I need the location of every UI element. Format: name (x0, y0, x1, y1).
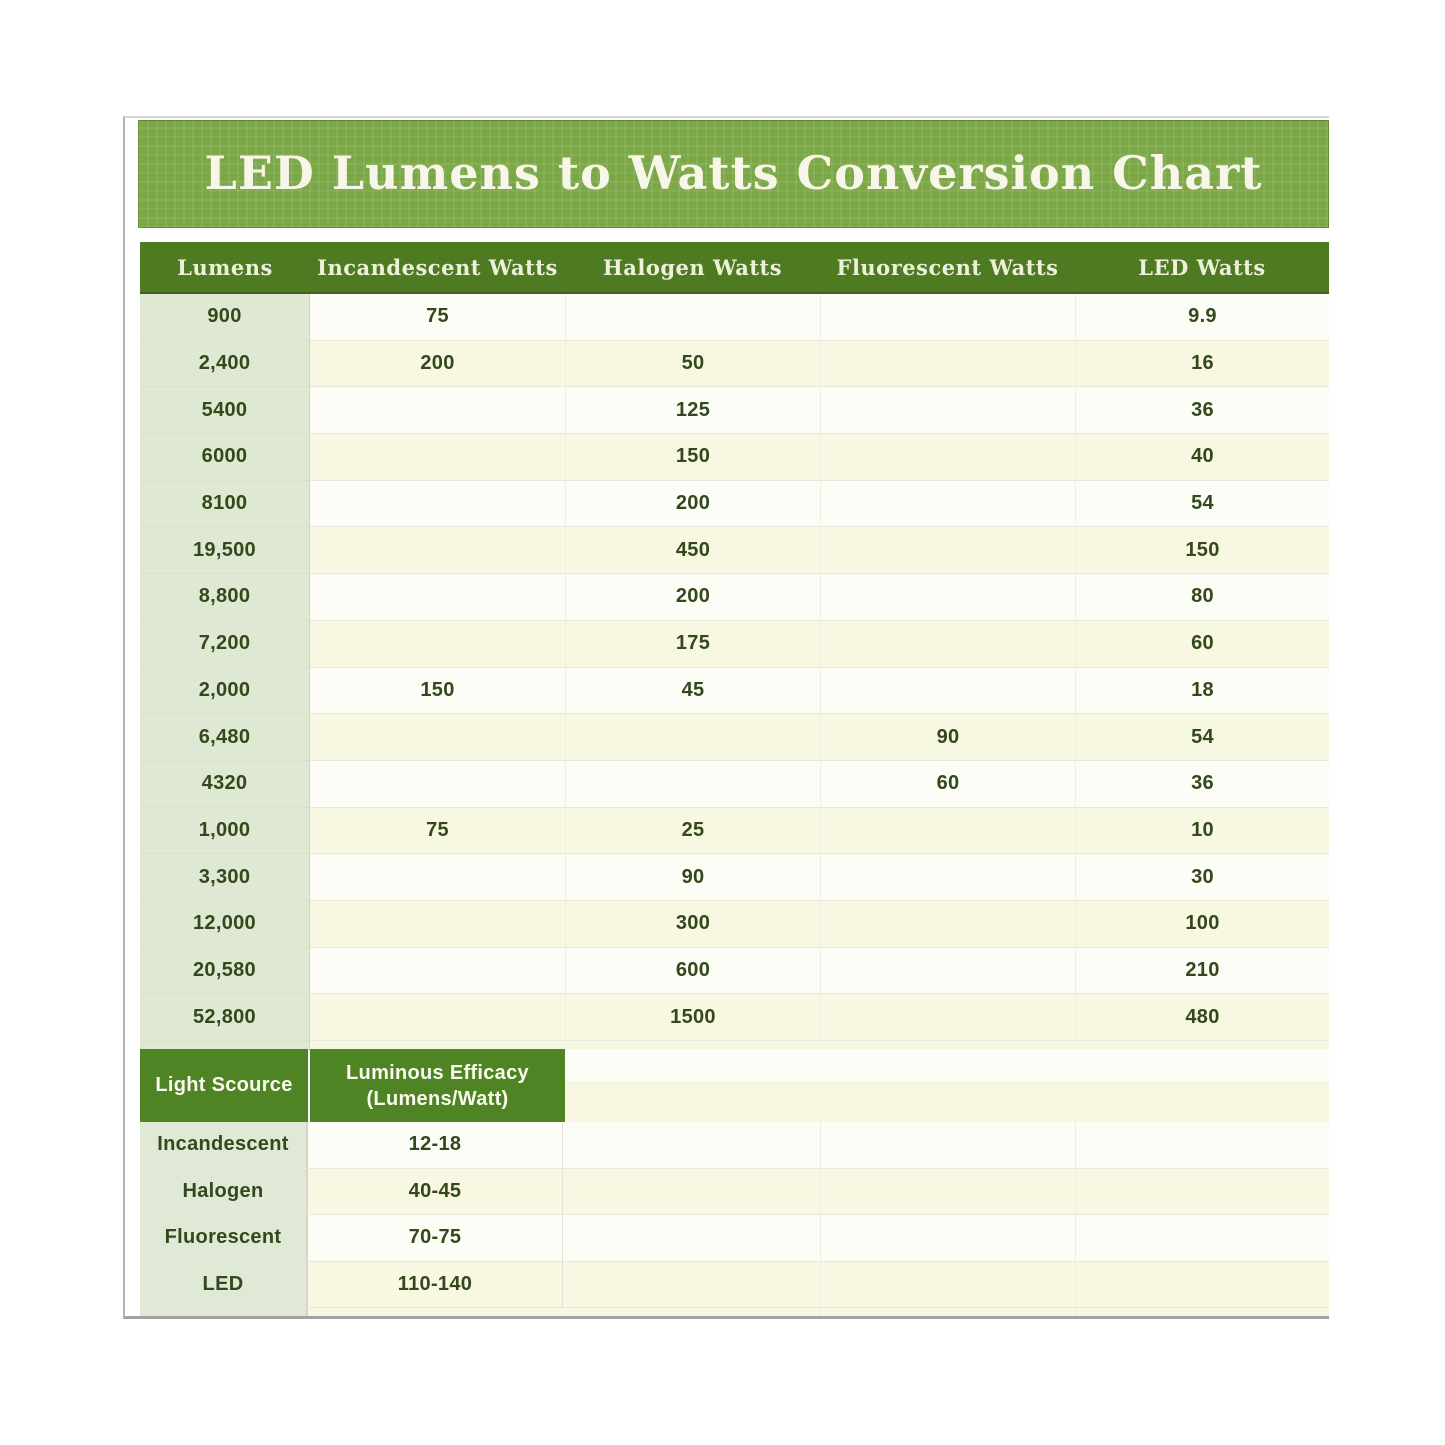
value-cell: 75 (310, 294, 565, 341)
lumens-cell: 19,500 (140, 527, 310, 574)
column-header-luminous-efficacy (310, 1049, 565, 1122)
table-row (140, 901, 1329, 948)
sheet (123, 116, 1329, 1319)
value-cell (820, 854, 1075, 901)
efficacy-row (140, 1215, 1329, 1262)
value-cell: 18 (1075, 668, 1329, 715)
value-cell (820, 294, 1075, 341)
lumens-cell: 900 (140, 294, 310, 341)
value-cell: 25 (565, 808, 820, 855)
table-row (140, 527, 1329, 574)
value-cell (310, 901, 565, 948)
spacer-row (140, 1308, 1329, 1316)
column-header-led-watts: LED Watts (1138, 254, 1266, 280)
lumens-cell: 6,480 (140, 714, 310, 761)
value-cell (310, 948, 565, 995)
value-cell: 300 (565, 901, 820, 948)
lumens-cell: 52,800 (140, 994, 310, 1041)
column-header-lumens: Lumens (177, 254, 273, 280)
source-cell: Incandescent (140, 1122, 308, 1169)
value-cell: 80 (1075, 574, 1329, 621)
conversion-table-header-row (140, 242, 1329, 294)
value-cell (820, 387, 1075, 434)
value-cell (310, 854, 565, 901)
lumens-cell: 4320 (140, 761, 310, 808)
value-cell: 1500 (565, 994, 820, 1041)
value-cell (820, 527, 1075, 574)
value-cell: 100 (1075, 901, 1329, 948)
lumens-cell: 8100 (140, 481, 310, 528)
lumens-cell: 2,400 (140, 341, 310, 388)
value-cell (820, 901, 1075, 948)
value-cell: 9.9 (1075, 294, 1329, 341)
value-cell: 175 (565, 621, 820, 668)
value-cell (820, 948, 1075, 995)
luminous-efficacy-line2: (Lumens/Watt) (366, 1087, 509, 1110)
source-cell: LED (140, 1262, 308, 1309)
table-row (140, 948, 1329, 995)
lumens-cell: 6000 (140, 434, 310, 481)
value-cell: 90 (820, 714, 1075, 761)
table-row (140, 341, 1329, 388)
value-cell (310, 434, 565, 481)
value-cell: 200 (565, 481, 820, 528)
efficacy-value-cell: 70-75 (308, 1215, 563, 1262)
efficacy-row (140, 1122, 1329, 1169)
value-cell: 16 (1075, 341, 1329, 388)
conversion-table (140, 242, 1329, 1051)
lumens-cell: 1,000 (140, 808, 310, 855)
column-header-incandescent-watts: Incandescent Watts (317, 254, 558, 280)
table-row (140, 808, 1329, 855)
value-cell: 36 (1075, 761, 1329, 808)
value-cell (820, 621, 1075, 668)
table-row (140, 668, 1329, 715)
table-row (140, 994, 1329, 1041)
value-cell (310, 621, 565, 668)
table-row (140, 854, 1329, 901)
efficacy-value-cell: 12-18 (308, 1122, 563, 1169)
value-cell: 60 (1075, 621, 1329, 668)
value-cell (310, 574, 565, 621)
table-row (140, 387, 1329, 434)
value-cell (820, 434, 1075, 481)
value-cell (310, 761, 565, 808)
value-cell (310, 527, 565, 574)
value-cell: 200 (565, 574, 820, 621)
value-cell (820, 668, 1075, 715)
value-cell: 54 (1075, 714, 1329, 761)
page-title: LED Lumens to Watts Conversion Chart (204, 146, 1263, 200)
title-banner (138, 120, 1329, 228)
lumens-cell: 7,200 (140, 621, 310, 668)
table-row (140, 434, 1329, 481)
value-cell: 210 (1075, 948, 1329, 995)
table-row (140, 761, 1329, 808)
value-cell: 75 (310, 808, 565, 855)
efficacy-table (140, 1122, 1329, 1316)
value-cell: 54 (1075, 481, 1329, 528)
efficacy-row (140, 1169, 1329, 1216)
source-cell: Halogen (140, 1169, 308, 1216)
value-cell (565, 761, 820, 808)
efficacy-table-header-row (140, 1049, 1329, 1122)
value-cell (310, 994, 565, 1041)
value-cell: 600 (565, 948, 820, 995)
value-cell: 10 (1075, 808, 1329, 855)
value-cell: 30 (1075, 854, 1329, 901)
gridline (820, 1122, 821, 1316)
lumens-cell: 2,000 (140, 668, 310, 715)
efficacy-value-cell: 40-45 (308, 1169, 563, 1216)
value-cell: 90 (565, 854, 820, 901)
efficacy-row (140, 1262, 1329, 1309)
value-cell: 45 (565, 668, 820, 715)
value-cell (310, 481, 565, 528)
value-cell (820, 341, 1075, 388)
lumens-cell: 8,800 (140, 574, 310, 621)
value-cell: 36 (1075, 387, 1329, 434)
value-cell: 125 (565, 387, 820, 434)
value-cell: 50 (565, 341, 820, 388)
table-row (140, 481, 1329, 528)
value-cell (820, 994, 1075, 1041)
table-row (140, 294, 1329, 341)
value-cell (310, 714, 565, 761)
lumens-cell: 20,580 (140, 948, 310, 995)
table-row (140, 574, 1329, 621)
gridline (1075, 1122, 1076, 1316)
value-cell: 60 (820, 761, 1075, 808)
value-cell (820, 808, 1075, 855)
luminous-efficacy-line1: Luminous Efficacy (346, 1061, 529, 1084)
value-cell: 150 (310, 668, 565, 715)
lumens-cell: 5400 (140, 387, 310, 434)
value-cell: 450 (565, 527, 820, 574)
value-cell: 150 (565, 434, 820, 481)
table-row (140, 714, 1329, 761)
column-header-light-source: Light Scource (140, 1049, 308, 1122)
lumens-cell: 3,300 (140, 854, 310, 901)
value-cell (565, 294, 820, 341)
lumens-cell: 12,000 (140, 901, 310, 948)
column-header-halogen-watts: Halogen Watts (602, 254, 783, 280)
value-cell: 200 (310, 341, 565, 388)
value-cell: 150 (1075, 527, 1329, 574)
value-cell (565, 714, 820, 761)
source-cell: Fluorescent (140, 1215, 308, 1262)
value-cell: 40 (1075, 434, 1329, 481)
value-cell: 480 (1075, 994, 1329, 1041)
table-row (140, 621, 1329, 668)
column-header-fluorescent-watts: Fluorescent Watts (836, 254, 1059, 280)
value-cell (310, 387, 565, 434)
efficacy-value-cell: 110-140 (308, 1262, 563, 1309)
value-cell (820, 481, 1075, 528)
value-cell (820, 574, 1075, 621)
